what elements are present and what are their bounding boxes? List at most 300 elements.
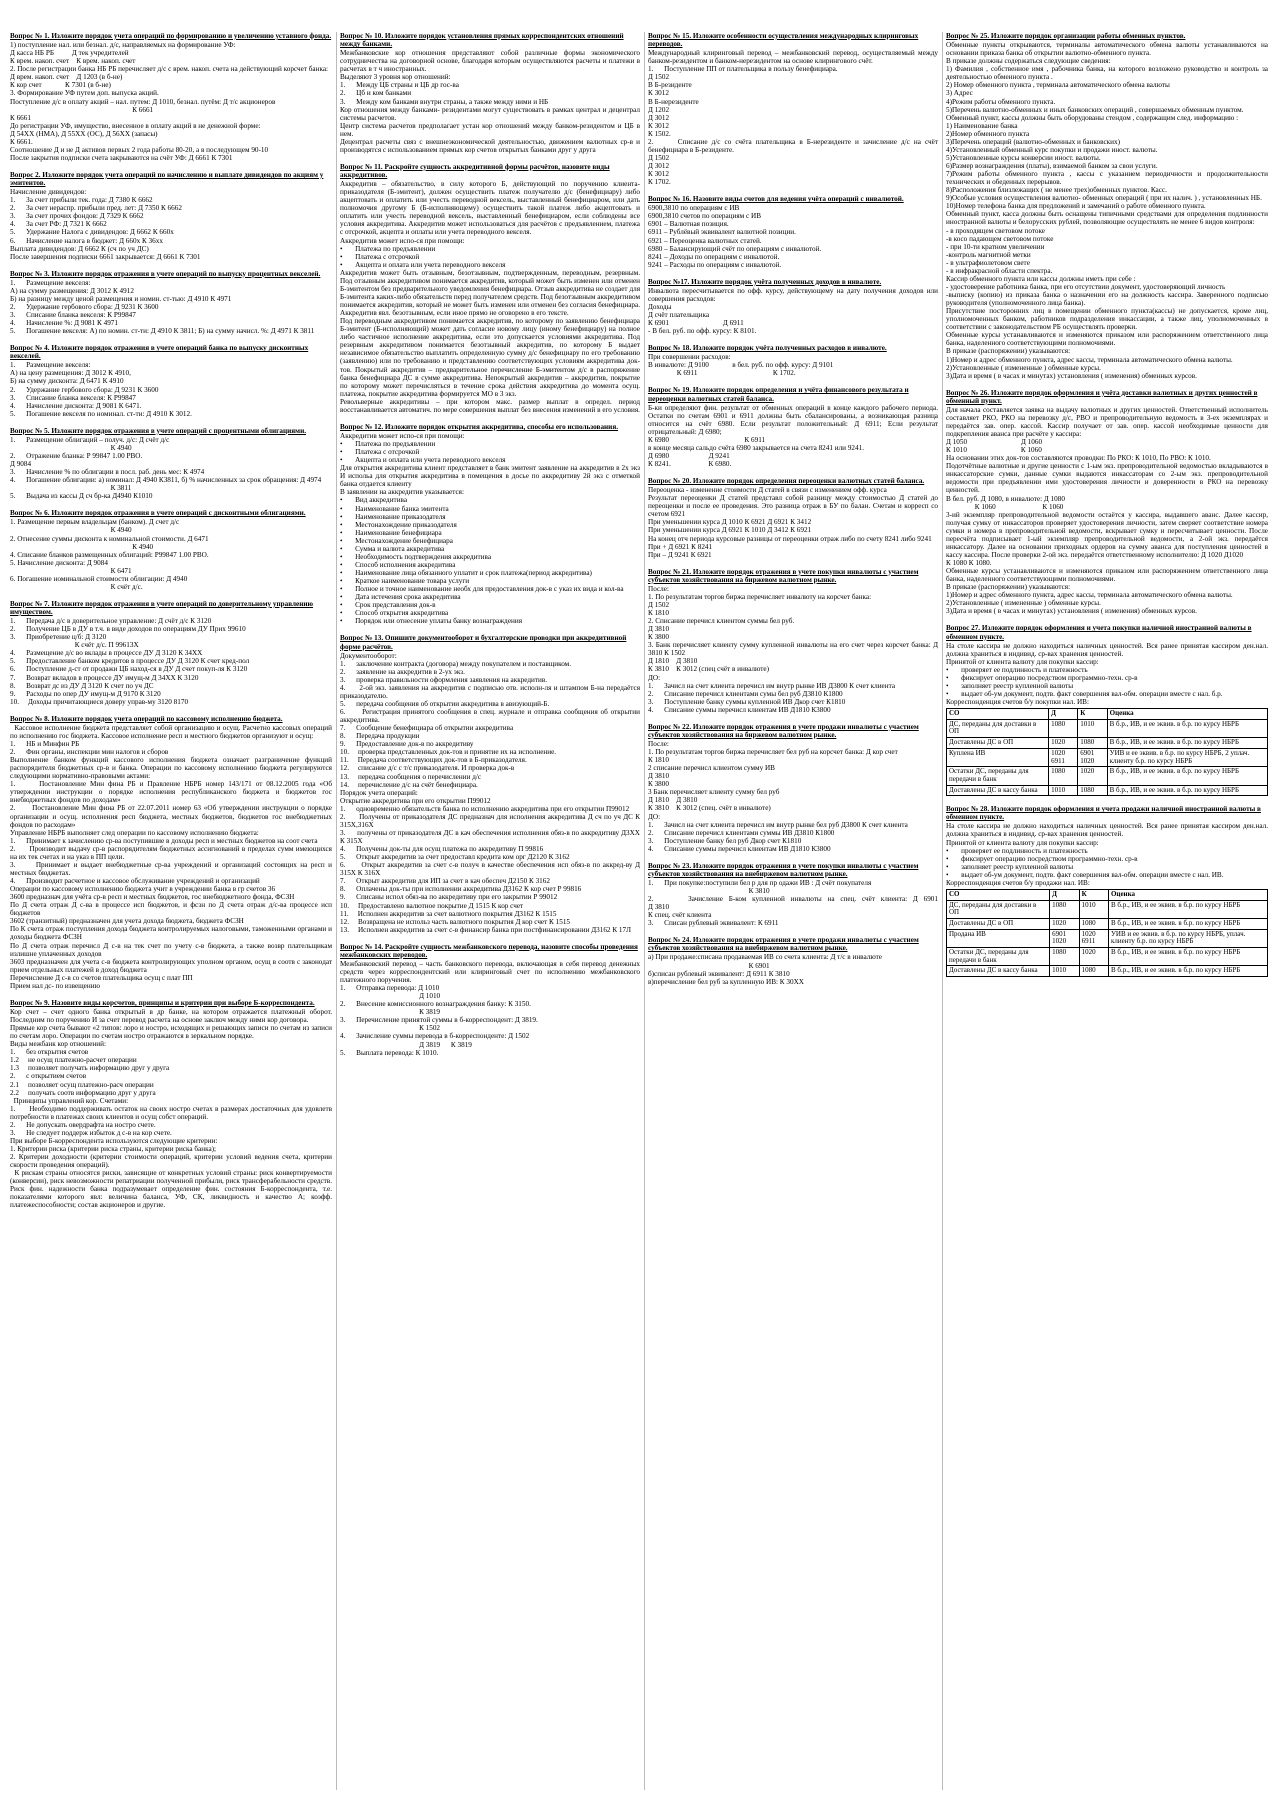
answer-line: Межбанковский перевод – часть банковского перевода, включающая в себя перевод денежных средств через корреспондентский или клиринговый счет по исполнению межбанковского платежного поручения. (340, 959, 640, 984)
answer-line: 2. Критерии доходности (критерии стоимости операций, критерии условий ведения счета, критерии скорости проведения операций). (10, 1153, 332, 1170)
answer-line: По Д счета отраж Д с-ва в процессе исп бюджетов, и фсзн по Д счета отраж д/с-ва процессе исп бюджетов (10, 901, 332, 918)
table-cell: В б.р., ИВ, и ее эквив. в б.р. по курсу НБРБ (1107, 719, 1267, 737)
answer-line: 4. 2-ой экз. заявления на аккредитив с подписью отв. исполн-ля и штампом Б-на передаётся приказодателю. (340, 683, 640, 700)
answer-line: Подотчётные валютные и другие ценности с 1-ым экз. препроводительной ведомостью вкладываются в инкассаторские сумки, данные сумки выдаются инкассаторам со 2-ым экз. препроводительной ведомости при предъявлении ими удостоверения личности и доверенности в РКО на перевозку ценностей. (946, 462, 1268, 495)
answer-line: Открытие аккредитива при его открытии П99012 (340, 796, 491, 805)
answer-line: 6. Открыт аккредитив за счет с-в получ в качестве обеспечения исп обяз-в по аккред-ву Д 315Х К 316Х (340, 861, 640, 878)
answer-line: • Способ исполнения аккредитива (340, 560, 456, 569)
answer-line: • проверяет ее подлинность и платежность (946, 665, 1088, 674)
table-cell: Доставлены ДС в ОП (947, 918, 1050, 929)
answer-line: 6)Размер вознаграждения (платы), взимаемой банком за свои услуги. (946, 162, 1158, 170)
answer-line: 1. Зачисл на счет клиента перечисл им внутр рынке ИВ Д3800 К счет клиента (648, 681, 896, 690)
answer-line: • Акцепта и оплата или учета переводного векселя (340, 456, 506, 465)
answer-line: На столе кассира не должно находиться наличных ценностей. Вся ранее принятая кассиром ден.нал. должна храниться в индивид. ср-вах хранения ценностей. (946, 641, 1268, 658)
answer-line: ДО: (648, 812, 661, 821)
answer-line: в)перечисление бел руб за купленную ИВ: К 30ХХ (648, 977, 804, 986)
table-row (947, 918, 1268, 929)
answer-line: Д 1010 (340, 992, 441, 1001)
question-section (946, 32, 1268, 380)
table-cell: Доставлены ДС в кассу банка (947, 966, 1050, 977)
answer-line: 1. Поступление ПП от плательщика в пользу бенефициара. (648, 65, 838, 74)
answer-line: -в косо падающем световом потоке (946, 234, 1054, 243)
answer-line: 4. Производит расчетное и кассовое обслуживание учреждений и организаций (10, 877, 260, 885)
answer-line: 1)Номер и адрес обменного пункта, адрес кассы, терминала автоматического обмена валюты. (946, 591, 1233, 600)
question-title: Вопрос № 15. Изложите особенности осуществления международных клиринговых переводов. (648, 32, 919, 49)
answer-line: • Местонахождение приказодателя (340, 520, 457, 529)
answer-line: Операции по кассовому исполнению бюджета учит в учреждении банка в гр счетов 36 (10, 885, 276, 894)
question-title: Вопрос №17. Изложите порядок учёта полученных доходов в инвалюте. (648, 277, 882, 286)
answer-line: 2)Номер обменного пункта (946, 129, 1030, 138)
table-cell: К (1079, 889, 1108, 900)
answer-line: Управление НБРБ выполняет след операции по кассовому исполнению бюджета: (10, 828, 259, 837)
answer-line: 14. перечисление д/с на счёт бенефициара. (340, 780, 478, 789)
answer-line: 12. Возвращена не использ часть валютного покрытия Д кор счет К 1515 (340, 917, 571, 926)
answer-line: в конце месяца сальдо счёта 6980 закрывается на счета 8241 или 9241. (648, 443, 864, 452)
answer-line: Корреспонденция счетов б/у продажи нал. ИВ: (946, 878, 1090, 887)
column-1 (10, 32, 332, 1790)
answer-line: Переоценка - изменение стоимости Д статей в связи с изменением офф. курса (648, 486, 887, 495)
answer-line: 4. Погашение облигации: а) номинал: Д 4940 К3811, б) % начисленных за срок обращения: Д 4974 (10, 476, 322, 485)
answer-line: 5. Удержание Налога с дивидендов: Д 6662 К 660х (10, 228, 174, 237)
answer-line: 3. Поступление банку бел руб Дкор счет К1810 (648, 836, 802, 845)
answer-line: 2. Отнесение суммы дисконта к номинальной стоимости. Д 6471 (10, 534, 209, 543)
answer-line: 2 списание перечисл клиентом сумму ИВ (648, 764, 775, 773)
question-section (10, 32, 332, 162)
answer-line: • Срок представления док-в (340, 601, 436, 610)
answer-line: 6. Начисление налога в бюджет: Д 660х К 36хх (10, 236, 163, 245)
question-title: Вопрос № 3. Изложите порядок отражения в учете операций по выпуску процентных векселей. (10, 269, 321, 278)
table-cell: 1020 6911 (1079, 929, 1108, 947)
answer-line: Д 1502 (648, 600, 670, 609)
table-row (947, 900, 1268, 918)
answer-line: 4. Начисление %: Д 9081 К 4971 (10, 319, 118, 328)
answer-line: 3)Перечень операций (валютно-обменных и банковских) (946, 137, 1120, 146)
answer-line: 5. Открыт аккредитив за счет предоставл кредита ком орг Д2120 К 3162 (340, 853, 570, 862)
answer-line: К врем. накоп. счет К врем. накоп. счет (10, 57, 136, 66)
answer-line: 1. заключение контракта (договора) между покупателем и поставщиком. (340, 659, 572, 668)
answer-line: 3603 предназначен для учета с-в бюджета контролирующих уполном органом, осущ в соотв с законодат прием отдельных платежей в доход бюджета (10, 957, 332, 974)
table-cell: 1010 (1079, 900, 1108, 918)
table-cell: В б.р., ИВ, и ее эквив. в б.р. по курсу НБРБ (1107, 738, 1267, 749)
answer-line: 6. Поступление д-ст от продажи ЦБ наход-ся в ДУ Д счет покуп-ля К 3120 (10, 665, 248, 674)
answer-line: 8. Передача продукции (340, 732, 420, 741)
answer-line: 4)Установленный обменный курс покупки и продажи иност. валюты. (946, 145, 1158, 154)
answer-line: • Наименование лица обязанного уплатит и срок платежа(период аккредитива) (340, 569, 592, 577)
answer-line: 2. заявление на аккредитив в 2-ух экз. (340, 667, 465, 676)
answer-line: 1) Наименование банка (946, 121, 1018, 130)
question-title: Вопрос № 20. Изложите порядок определения переоценки валютных статей баланса. (648, 477, 925, 486)
answer-line: При совершении расходов: (648, 353, 731, 362)
question-title: Вопрос 2. Изложите порядок учета операций по начислению и выплате дивидендов по акциям у эмитентов. (10, 171, 324, 188)
answer-line: 2)Установленные ( измененные ) обменные курсы. (946, 363, 1101, 372)
answer-line: 2) Номер обменного пункта , терминала автоматического обмена валюты (946, 81, 1170, 90)
answer-line: Обменные курсы устанавливаются и изменяются приказом или распоряжением ответственного лица банка, наделенного соответствующими полномочиями. (946, 567, 1268, 584)
answer-line: 3602 (транзитный) предназначен для учета дохода бюджета, бюджета ФСЗН (10, 917, 244, 926)
answer-line: Кор счет – счет одного банка открытый в др банке, на котором отражается платежный оборот. Последним по поручению И за счет перевод расчета на основе заключ между ними кор договора. (10, 1007, 332, 1024)
answer-line: 3. Поступление банку суммы купленной ИВ Дкор счет К1810 (648, 697, 846, 706)
answer-line: 5. Выплата перевода: К 1010. (340, 1048, 439, 1057)
answer-line: 6900,3810 счетов по операциям с ИВ (648, 212, 761, 221)
answer-line: Инвалюта пересчитывается по офф. курсу, действующему на дату получения доходов или совершения расходов: (648, 286, 938, 303)
table-cell: 1080 (1049, 767, 1078, 785)
answer-line: Д 3819 К 3819 (340, 1040, 472, 1049)
answer-line: Перечисление Д с-в со счетов плательщика осущ с плат ПП (10, 973, 193, 982)
answer-line: По Д счета отраж перечисл Д с-в на тек счет по учету с-в бюджета, а также возвр плательщикам излишне уплаченных доходов (10, 941, 332, 958)
table-cell: 1010 (1078, 719, 1107, 737)
answer-line: 3. Списание бланка векселя: К Р99847 (10, 311, 136, 319)
answer-line: 1) Фамилия , собственное имя , рабочника банка, на которого возложено руководство и контроль за деятельностью обменного пункта . (946, 65, 1268, 82)
question-title: Вопрос № 13. Опишите документооборот и бухгалтерские проводки при аккредитивной форме расчётов. (340, 634, 627, 651)
question-title: Вопрос № 1. Изложите порядок учета операций по формированию и увеличению уставного фонда. (10, 32, 332, 40)
table-cell: 1080 (1050, 948, 1080, 966)
answer-line: 3. Между ком банками внутри страны, а также между ними и НБ (340, 97, 549, 106)
answer-line: К 3012 (648, 121, 669, 130)
answer-line: 1. Между ЦБ страны и ЦБ др гос-ва (340, 81, 459, 90)
answer-line: ДО: (648, 673, 661, 682)
answer-line: После: (648, 739, 669, 748)
answer-line: 1. Размещение векселя: (10, 361, 91, 370)
table-row (947, 709, 1268, 720)
answer-line: На столе кассира не должно находиться наличных ценностей. Вся ранее принятая кассиром ден.нал. должна храниться в индивид. ср-вах хранения ценностей. (946, 822, 1268, 839)
answer-line: 5. Погашение векселя по номинал. ст-ти: Д 4910 К 3012. (10, 409, 192, 418)
answer-line: 5. Начисление дисконта: Д 9084 (10, 558, 108, 567)
answer-line: К 3810 (648, 887, 770, 895)
answer-line: В приказе (распоряжении) указываются: (946, 347, 1071, 356)
answer-line: 2. с открытием счетов (10, 1072, 87, 1081)
answer-line: В Б-нерезиденте (648, 97, 699, 106)
answer-line: К 1810 (648, 609, 669, 617)
table-cell: 6901 1020 (1050, 929, 1080, 947)
question-section (340, 163, 640, 414)
answer-line: Для начала составляется заявка на выдачу валютных и других ценностей. Ответственный исполнитель составляет РКО, РКО на перевозку д/с, РВО и препроводительную ведомость в 3-ех экземплярах и передаётся зав. опер. кассой. Кассир получает от зав. опер. кассой необходимые ценности для подкрепления аванса при расчёте у кассира: (946, 405, 1268, 438)
answer-line: К 3012 (648, 89, 669, 98)
answer-line: • Платежа с отсрочкой (340, 252, 420, 261)
column-divider (644, 32, 645, 1790)
answer-line: 5. Погашение векселя: А) по номин. ст-ти: Д 4910 К 3811; Б) на сумму начисл. %: Д 4971 К 3811 (10, 327, 315, 336)
question-section (648, 862, 938, 928)
answer-line: Аккредитив может испо-ся при помощи: (340, 431, 465, 440)
question-section (648, 344, 938, 377)
answer-line: Для открытия аккредитива клиент представляет в банк эмитент заявление на аккредитив в 2х экз И испольа для открытия аккредитива в помещения в досье по аккредитиву 2й экз с отметкой банка отдается клиенту (340, 464, 640, 489)
answer-line: 3. Перечисление принятой суммы в б-корреспондент: Д 3819. (340, 1016, 538, 1025)
answer-line: В бел. руб. Д 1080, в инвалюте: Д 1080 (946, 494, 1065, 503)
answer-line: 2. После регистрации банка НБ РБ перечисляет д/с с врем. накоп. счета на действующий корсчет банка: (10, 65, 329, 74)
column-divider (942, 32, 943, 1790)
answer-line: К спец. счёт клиента (648, 911, 712, 920)
table-cell: Доставлены ДС в кассу банка (947, 785, 1049, 796)
question-title: Вопрос № 11. Раскройте сущность аккредитивной формы расчётов, назовите виды аккредитивов. (340, 162, 610, 179)
answer-line: 10. Предоставлено валютное покрытие Д 1515 К кор счет (340, 901, 524, 910)
answer-line: 6901 – Валютная позиция. (648, 220, 729, 229)
answer-line: Д 1502 (648, 153, 670, 162)
answer-line: 3. За счет прочих фондов: Д 7329 К 6662 (10, 212, 144, 221)
question-title: Вопрос № 5. Изложите порядок отражения в учете операций с процентными облигациями. (10, 426, 307, 435)
question-section (946, 805, 1268, 977)
answer-line: • Сумма и валюта аккредитива (340, 544, 445, 553)
table-cell: 1010 (1050, 966, 1080, 977)
table-cell: Продана ИВ (947, 929, 1050, 947)
question-section (340, 943, 640, 1057)
answer-line: 9. Расходы по опер ДУ имущ-м Д 9170 К 3120 (10, 689, 161, 698)
answer-line: 4. Зачисление суммы перевода в б-корреспонденте: Д 1502 (340, 1032, 530, 1041)
answer-line: Центр система расчетов предполагает устан кор отношений между банком-резидентом и ЦБ в нем. (340, 121, 640, 138)
answer-line: Соотношение Д и не Д активов первых 2 года работы 80-20, а в последующем 90-10 (10, 145, 269, 154)
answer-line: Д 3810 (648, 625, 670, 634)
answer-line: К 6661. (10, 137, 33, 146)
answer-line: 2. Постановление Мин фина РБ от 22.07.2011 номер 63 «Об утверждении инструкции о порядке организации и осущ. исполнения респ бюджета, местных бюджетов, бюджетов гос внебюджетных фондов по расходам» (10, 804, 332, 829)
answer-line: 8)Расположения близлежащих ( не менее трех)обменных пунктов. Касс. (946, 186, 1167, 195)
answer-line: Прием нал дс- по извещению (10, 981, 100, 990)
accounting-table (946, 889, 1268, 977)
column-2 (340, 32, 640, 1790)
question-title: Вопрос № 18. Изложите порядок учёта полученных расходов в инвалюте. (648, 344, 887, 353)
answer-line: Обменные курсы устанавливаются и изменяются приказом или распоряжением ответственного лица банка, наделенного соответствующими полномочиями. (946, 331, 1268, 348)
answer-line: Корреспонденция счетов б/у покупки нал. ИВ: (946, 698, 1089, 706)
answer-line: 6. Регистрация принятого сообщения в спец. журнале и отправка сообщения об открытии аккредитива. (340, 708, 640, 725)
question-section (10, 344, 332, 418)
answer-line: 1.2 не осущ платежно-расчет операции (10, 1056, 137, 1065)
answer-line: Начисление дивидендов: (10, 188, 87, 197)
answer-line: При уменьшении курса Д 1010 К 6921 Д 6921 К 3412 (648, 518, 812, 527)
answer-line: • Местонахождение бенефициара (340, 536, 453, 545)
question-section (340, 634, 640, 933)
column-4 (946, 32, 1268, 1790)
answer-line: 1. По результатам торгов биржа перечисляет инвалюту на корсчет банка: (648, 592, 872, 601)
answer-line: К 6901 Д 6911 (648, 319, 744, 328)
question-title: Вопрос № 6. Изложите порядок отражения в учете операций с дисконтными облигациями. (10, 509, 306, 518)
answer-line: К 1010 К 1060 (946, 446, 1042, 455)
answer-line: Д 9084 (10, 460, 32, 468)
answer-line: В заявлении на аккредитив указывается: (340, 488, 464, 497)
answer-line: 3. Банк перечисляет клиенту сумму купленной инвалюты на его счет через корсчет банка: Д 3810 К 1502 (648, 641, 938, 658)
question-title: Вопрос № 23. Изложите порядок отражения в учете покупки инвалюты с участием субъектов хозяйствования на внебиржевом валютном рынке. (648, 861, 919, 878)
answer-line: 2. Не допускать овердрафта на ностро счете. (10, 1120, 156, 1129)
answer-line: - в инфракрасной области спектра. (946, 266, 1053, 275)
answer-line: • проверяет ее подлинность и платежность (946, 846, 1088, 855)
table-row (947, 929, 1268, 947)
answer-line: 2. Удержание гербового сбора: Д 9231 К 3600 (10, 385, 159, 394)
question-section (648, 723, 938, 853)
answer-line: 1. Размещение облигаций – получ. д/с: Д счёт д/с (10, 435, 170, 444)
answer-line: 6900,3810 по операциям с ИВ (648, 204, 740, 213)
answer-line: 2. Зачисление Б-ком купленной инвалюты на спец. счёт клиента: Д 6901 Д 3810 (648, 895, 938, 912)
answer-line: К 1810 (648, 756, 669, 765)
answer-line: Принципы управлений кор. Счетами: (10, 1096, 129, 1105)
answer-line: При – Д 9241 К 6921 (648, 550, 712, 559)
question-title: Вопрос № 12. Изложите порядок открытия аккредитива, способы его использования. (340, 422, 619, 431)
answer-line: 4)Режим работы обменного пункта. (946, 97, 1056, 106)
answer-line: - в ультрафиолетовом свете (946, 258, 1030, 267)
answer-line: Б) на сумму дисконта: Д 6471 К 4910 (10, 377, 124, 386)
question-section (10, 171, 332, 261)
answer-line: 4. Размещение д/с во вклады в процессе ДУ Д 3120 К 34ХХ (10, 649, 203, 658)
answer-line: 5)Установленные курсы конверсии иност. валюты. (946, 153, 1101, 162)
table-cell: 1080 (1049, 719, 1078, 737)
question-title: Вопрос № 7. Изложите порядок отражения в учете операций по доверительному управлению имуществом. (10, 599, 313, 616)
answer-line: К рискам страны относятся риски, зависящие от конкретных условий страны: риск конвертируемости (конверсии), риск невозможности репатриации полученной прибыли, риск трансферабельности средств. Риск фин. надежности банка подразумевает определение фин. состояния Б-корреспондента, т.е. показателями которого явл: величина баланса, УФ, СК, ликвидность и качество А; коэфф. платежеспособности; состав акционеров и другие. (10, 1169, 332, 1210)
answer-line: Доходы (648, 302, 672, 311)
answer-line: К 3810 К 3012 (спец счёт в инвалюте) (648, 665, 769, 674)
answer-line: 9)Особые условия осуществления валютно- обменных операций ( при их налич. ) , установленных НБ. (946, 194, 1262, 203)
answer-line: 1) поступление нал. или безнал. д/с, направляемых на формирование УФ: (10, 41, 236, 50)
answer-line: После закрытия подписки счета закрываются на счёт УФ: Д 6661 К 7301 (10, 153, 233, 162)
answer-line: -выписку (копию) из приказа банка о назначении его на должность кассира. Заверенного подписью руководителя (уполномоченного лица банка). (946, 291, 1268, 308)
answer-line: Б) на разницу между ценой размещения и номин. ст-тью: Д 4910 К 4971 (10, 294, 232, 303)
question-section (10, 270, 332, 336)
table-cell: Д (1049, 709, 1078, 720)
answer-line: К 4940 (10, 443, 132, 452)
answer-line: 3. получены от приказодателя ДС в кач обеспечения исполнения обяз-в по аккредитиву Д3ХХ К 315Х (340, 828, 640, 845)
answer-line: Обменные пункты открываются, терминалы автоматического обмена валюты устанавливаются на основании приказа банка об открытии валютно-обменного пункта. (946, 41, 1268, 58)
answer-line: 3)Дата и время ( в часах и минутах) установления ( изменения) обменных курсов. (946, 607, 1197, 616)
question-title: Вопрос № 16. Назовите виды счетов для ведения учёта операций с инвалютой. (648, 195, 904, 204)
question-section (648, 386, 938, 468)
question-title: Вопрос № 9. Назовите виды корсчетов, принципы и критерии при выборе Б-корреспондента. (10, 998, 315, 1007)
answer-line: Под переводным аккредитивом понимается аккредитив, по которому по заявлению бенефициара Б-эмитент (Б-исполняющий) может дать согласие новому лицу (иному бенефициару) на полное либо частичное исполнение аккредитива, если это допускается условиями аккредитива. Под резервным аккредитивом понимается безотзывный аккредитив, по которому Б выдает независимое обязательство выплатить определенную сумму д/с бенефициару по его требованию (заявлению) или по требованию и представлению соответствующих условиям аккредитива док-тов. Покрытый аккредитив – предварительное перечисление Б-эмитентом д/с в распоряжение банка бенефициара ДС в сумме аккредитива. Непокрытый аккредитив – аккредитив, покрытие по которому может перечисляться в течение срока действия аккредитива до момента осущ. платежа, покрытие аккредитива формируется МО в 3 экз. (340, 317, 640, 398)
answer-line: К 6901 (648, 961, 770, 970)
answer-line: 3) Адрес (946, 89, 973, 98)
table-cell: В б.р., ИВ, и ее эквив. в б.р. по курсу НБРБ (1108, 900, 1267, 918)
answer-line: Децентрал расчеты связ с внешнеэкономической деятельностью, движением валютных ср-в и производятся с использованием прямых кор счетов открытых банками друг у друга (340, 137, 640, 154)
answer-line: Принятой от клиента валюту для покупки кассир: (946, 657, 1099, 666)
answer-line: 3. Принимает и выдает внебюджетные ср-ва учреждений и организаций состоящих на респ и местных бюджетах. (10, 860, 332, 877)
table-cell: К (1078, 709, 1107, 720)
answer-line: 2. Удержание гербового сбора: Д 9231 К 3600 (10, 302, 159, 311)
question-title: Вопрос № 14. Раскройте сущность межбанковского перевода, назовите способы проведения межбанковских переводов. (340, 942, 638, 959)
table-cell: Куплена ИВ (947, 748, 1049, 766)
answer-line: Д 1050 Д 1060 (946, 438, 1043, 447)
answer-line: 1. Размещение векселя: (10, 278, 91, 287)
answer-line: Порядок учета операций: (340, 788, 418, 797)
answer-line: Д 3810 (648, 772, 670, 781)
answer-line: 8241 – Доходы по операциям с инвалютой. (648, 252, 780, 261)
answer-line: К 6471 (10, 566, 132, 575)
answer-line: К 3819 (340, 1008, 441, 1017)
answer-line: 5. Выдача из кассы Д сч бр-ка Д4940 К1010 (10, 492, 153, 501)
answer-line: После: (648, 584, 669, 593)
question-section (340, 423, 640, 626)
answer-line: • фиксирует операцию посредством программно-техн. ср-в (946, 673, 1138, 682)
answer-line: А) на цену размещения: Д 3012 К 4910, (10, 369, 131, 378)
table-cell: УИВ и ее эквив. в б.р. по курсу НБРБ, уплач. клиенту б.р. по курсу НБРБ (1108, 929, 1267, 947)
table-cell: ДС, переданы для доставки в ОП (947, 719, 1049, 737)
answer-line: 2. Фин органы, инспекции мин налогов и сборов (10, 748, 169, 756)
question-section (946, 389, 1268, 616)
answer-line: 8. Возврат дс из ДУ Д 3120 К счет по уч ДС (10, 681, 154, 690)
answer-line: 6911 – Рублёвый эквивалент валютной позиции. (648, 228, 796, 237)
answer-line: Кассир обменного пункта или кассы должны иметь при себе : (946, 274, 1136, 283)
answer-line: 7. Открыт аккредитив для ИП за счет в кач обеспеч Д2150 К 3162 (340, 877, 550, 886)
answer-line: 1)Номер и адрес обменного пункта, адрес кассы, терминала автоматического обмена валюты. (946, 355, 1233, 364)
table-row (947, 966, 1268, 977)
answer-line: 2.2 получать соотв информацию друг у друга (10, 1088, 156, 1097)
answer-line: Б-ки определяют фин. результат от обменных операций в конце каждого рабочего периода. Остатки по счетам 6901 и 6911 должны быть сбалансированы, а возникающая разница относится на счёт 6980. Если результат положительный: Д 6911; Если результат отрицательный: Д 6980; (648, 403, 938, 436)
answer-line: 2. Получение ЦБ в ДУ в т.ч. в виде доходов по операциям ДУ Прих 99610 (10, 625, 246, 634)
table-cell: СО (947, 709, 1049, 720)
question-section (648, 477, 938, 559)
answer-line: 11. Передача соответствующих док-тов в Б-приказодателя. (340, 756, 527, 765)
table-cell: В б.р., ИВ, и ее эквив. в б.р. по курсу НБРБ (1107, 767, 1267, 785)
answer-line: 7)Режим работы обменного пункта , кассы с указанием периодичности и продолжительности технических и обеденных перерывов. (946, 170, 1268, 187)
question-title: Вопрос № 22. Изложите порядок отражения в учете продажи инвалюты с участием субъектов хозяйствования на биржевом валютном рынке. (648, 722, 919, 739)
question-section (10, 427, 332, 501)
answer-line: 6980 – Балансирующий счёт по операциям с инвалютой. (648, 244, 822, 253)
table-cell: Оценка (1108, 889, 1267, 900)
column-3 (648, 32, 938, 1790)
table-row (947, 785, 1268, 796)
answer-line: В Б-резиденте (648, 81, 692, 90)
question-title: Вопрос № 26. Изложите порядок оформления и учёта доставки валютных и других ценностей в обменный пункт. (946, 388, 1258, 405)
answer-line: Д врем. накоп. счет Д 1203 (в б-не) (10, 73, 123, 82)
table-row (947, 948, 1268, 966)
answer-line: а) При продаже:списана продаваемая ИВ со счета клиента: Д т/с в инвалюте (648, 953, 882, 962)
answer-line: Выделяют 3 уровня кор отношений: (340, 73, 451, 82)
question-section (10, 999, 332, 1210)
answer-line: 10. Доходы причитающиеся доверу управ-му 3120 8170 (10, 697, 189, 706)
answer-line: Д 3012 (648, 162, 670, 170)
answer-line: Кассовое исполнение бюджета представляет собой организацию и осущ. Расчетно кассовых операций по исполнению гос бюджета. Кассовое исполнение респ и местного бюджетов организуют и осущ: (10, 723, 332, 740)
answer-line: К 6661 (10, 105, 154, 114)
answer-line: Присутствие посторонних лиц в помещении обменного пункта(кассы) не допускается, кроме лиц, уполномоченных банком, работников подразделения инкассации, а также лиц, уполномоченных в соответствии с законодательством РБ осуществлять проверки. (946, 307, 1268, 332)
table-cell: 1010 (1049, 785, 1078, 796)
answer-line: При + Д 6921 К 8241 (648, 542, 713, 551)
answer-line: Виды межбанк кор отношений: (10, 1040, 106, 1049)
answer-line: При выборе Б-корреспондента используются следующие критерии: (10, 1136, 218, 1145)
answer-line: Револьверные аккредитивы – при котором макс. размер выплат в определ. период восстанавливается автоматич. по мере совершения выплат без внесения изменений в его условия. (340, 397, 640, 414)
answer-line: По К счета отраж поступления дохода бюджета контролируемых налоговыми, таможенными органами и доходы бюджета ФСЗН (10, 925, 332, 942)
answer-line: К 1502. (648, 129, 671, 138)
answer-line: А) на сумму размещения: Д 3012 К 4912 (10, 286, 134, 295)
answer-line: • Способ открытия аккредитива (340, 609, 449, 618)
table-cell: Д (1050, 889, 1080, 900)
answer-line: 3600 предназнач для учёта ср-в респ и местных бюджетов, гос внебюджетного фонда, ФСЗН (10, 893, 295, 902)
answer-line: 1. Зачисл на счет клиента перечисл им внутр рынке бел руб Д3800 К счет клиента (648, 820, 908, 829)
answer-line: Международный клиринговый перевод – межбанковский перевод, осуществляемый между банком-резидентом и банком-нерезидентом на основе клирингового счёт. (648, 49, 938, 66)
table-cell: Остатки ДС, переданы для передачи в банк (947, 948, 1050, 966)
answer-line: • Акцепта и оплата или учета переводного векселя (340, 260, 506, 269)
answer-line: • выдает об-ум документ, подтв. факт совершения вал-обм. операции вместе с нал. ИВ. (946, 870, 1224, 879)
question-section (946, 624, 1268, 796)
question-section (648, 278, 938, 335)
answer-line: К 6661 (10, 113, 31, 122)
answer-line: Д 3012 (648, 113, 670, 122)
answer-line: В инвалюте: Д 9100 в бел. руб. по офф. курсу: Д 9101 (648, 361, 834, 370)
answer-line: 10)Номер телефона банка для предложений и замечаний о работе обменного пункта. (946, 202, 1206, 211)
table-cell: ДС, переданы для доставки в ОП (947, 900, 1050, 918)
answer-line: • Краткое наименование товара услуги (340, 577, 470, 586)
question-section (10, 509, 332, 591)
question-title: Вопрос № 28. Изложите порядок оформления и учета продажи наличной иностранной валюты в обменном пункте. (946, 805, 1261, 822)
answer-line: 1. Передача д/с в доверительное управление: Д счёт д/с К 3120 (10, 617, 212, 626)
answer-line: 2. Отражение бланка: Р 99847 1.00 РВО. (10, 451, 143, 460)
answer-line: 2.1 позволяет осущ платежно-расч операции (10, 1080, 154, 1089)
answer-line: 7. Возврат вкладов в процессе ДУ имущ-м Д 34ХХ К 3120 (10, 673, 199, 682)
answer-line: 1.3 позволяет получать информацию друг у друга (10, 1064, 170, 1073)
answer-line: 2)Установленные ( измененные ) обменные курсы. (946, 599, 1101, 608)
document-page (10, 10, 1268, 1791)
answer-line: К 8241. К 6980. (648, 460, 732, 468)
answer-line: 8. Оплачены док-ты при исполнении аккредитива Д3162 К кор счет Р 99816 (340, 885, 582, 894)
answer-line: • Платежа по предъявлении (340, 244, 436, 253)
answer-line: 2. Списание перечисл клиентами суммы ИВ Д3810 К1800 (648, 828, 835, 837)
table-cell: 1080 (1078, 738, 1107, 749)
answer-line: Выполнение банком функций кассового исполнения бюджета означает разграничение функций распорядителя бюджетных ср-в и банка. Операции по кассовому исполнению бюджета регулируются следующими нормативно-правовыми актами: (10, 756, 332, 781)
answer-line: Кор отношения между банками- резидентами могут существовать в рамках централ и децентрал системы расчетов. (340, 105, 640, 122)
question-section (10, 600, 332, 706)
answer-line: • Наименование банка эмитента (340, 504, 449, 513)
answer-line: 3. проверка правильности оформления заявления на аккредитив. (340, 675, 548, 684)
question-title: Вопрос 27. Изложите порядок оформления и учета покупки наличной иностранной валюты в обменном пункте. (946, 624, 1252, 641)
